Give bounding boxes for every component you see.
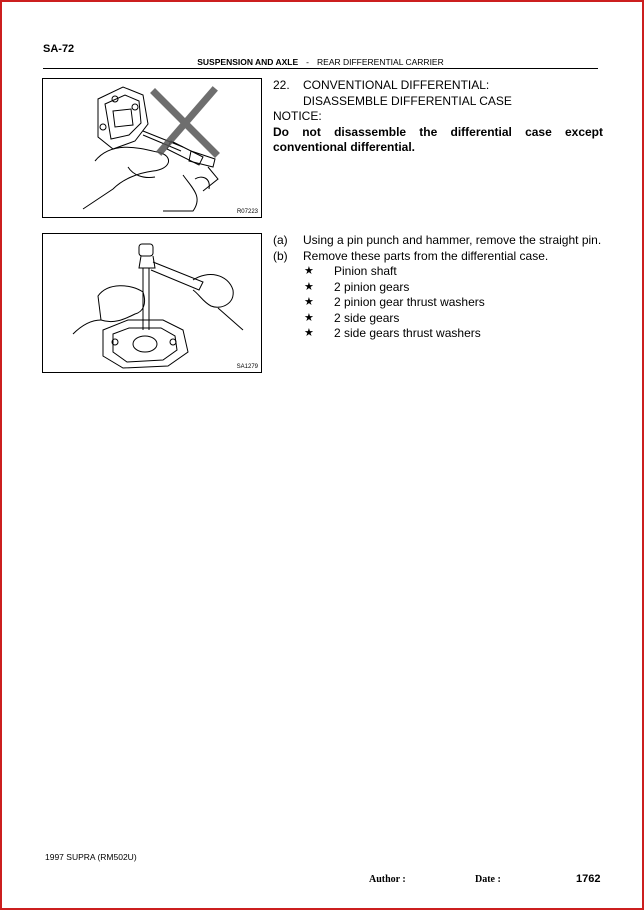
list-item-text: 2 side gears thrust washers [334,326,481,340]
header-rule [43,68,598,69]
notice-label: NOTICE: [273,109,322,123]
star-icon: ★ [304,327,314,339]
step-title-line2: DISASSEMBLE DIFFERENTIAL CASE [303,93,512,108]
footer-date-label: Date : [475,874,501,885]
step-22 [273,78,603,156]
substep-b-text: Remove these parts from the differential case. [303,248,549,263]
page-header [43,57,598,67]
section-title: SUSPENSION AND AXLE [197,57,299,67]
step-title-line1: CONVENTIONAL DIFFERENTIAL: [303,78,490,92]
page-code: SA-72 [43,43,75,55]
subsection-title: REAR DIFFERENTIAL CARRIER [317,57,444,67]
list-item [273,264,603,280]
star-icon: ★ [304,280,314,293]
header-separator: - [306,57,310,67]
list-item-text: 2 pinion gears [334,279,410,294]
list-item-text: 2 side gears [334,310,400,325]
list-item [273,280,603,296]
differential-illustration-2 [43,234,261,372]
star-icon: ★ [304,265,314,277]
list-item [273,295,603,311]
figure-code: SA1279 [236,364,258,370]
figure-differential-crossed-out [42,78,262,218]
substep-a-label: (a) [273,233,288,247]
list-item [273,311,603,327]
list-item-text: Pinion shaft [334,264,397,278]
step-number: 22. [273,78,290,92]
substep-b [273,249,603,265]
footer-author-label: Author : [369,874,406,885]
notice-text: Do not disassemble the differential case except conventional differential. [273,124,603,154]
substep-b-label: (b) [273,248,288,263]
substep-a [273,233,603,249]
star-icon: ★ [304,296,314,308]
figure-pin-punch-hammer [42,233,262,373]
footer-model: 1997 SUPRA (RM502U) [45,852,137,862]
parts-list [273,264,603,342]
figure-code: R07223 [236,209,258,215]
star-icon: ★ [304,311,314,324]
list-item [273,326,603,342]
substeps [273,233,603,342]
footer-page-number: 1762 [576,873,601,885]
substep-a-text: Using a pin punch and hammer, remove the straight pin. [303,233,602,247]
list-item-text: 2 pinion gear thrust washers [334,295,485,309]
differential-illustration-1 [43,79,261,217]
